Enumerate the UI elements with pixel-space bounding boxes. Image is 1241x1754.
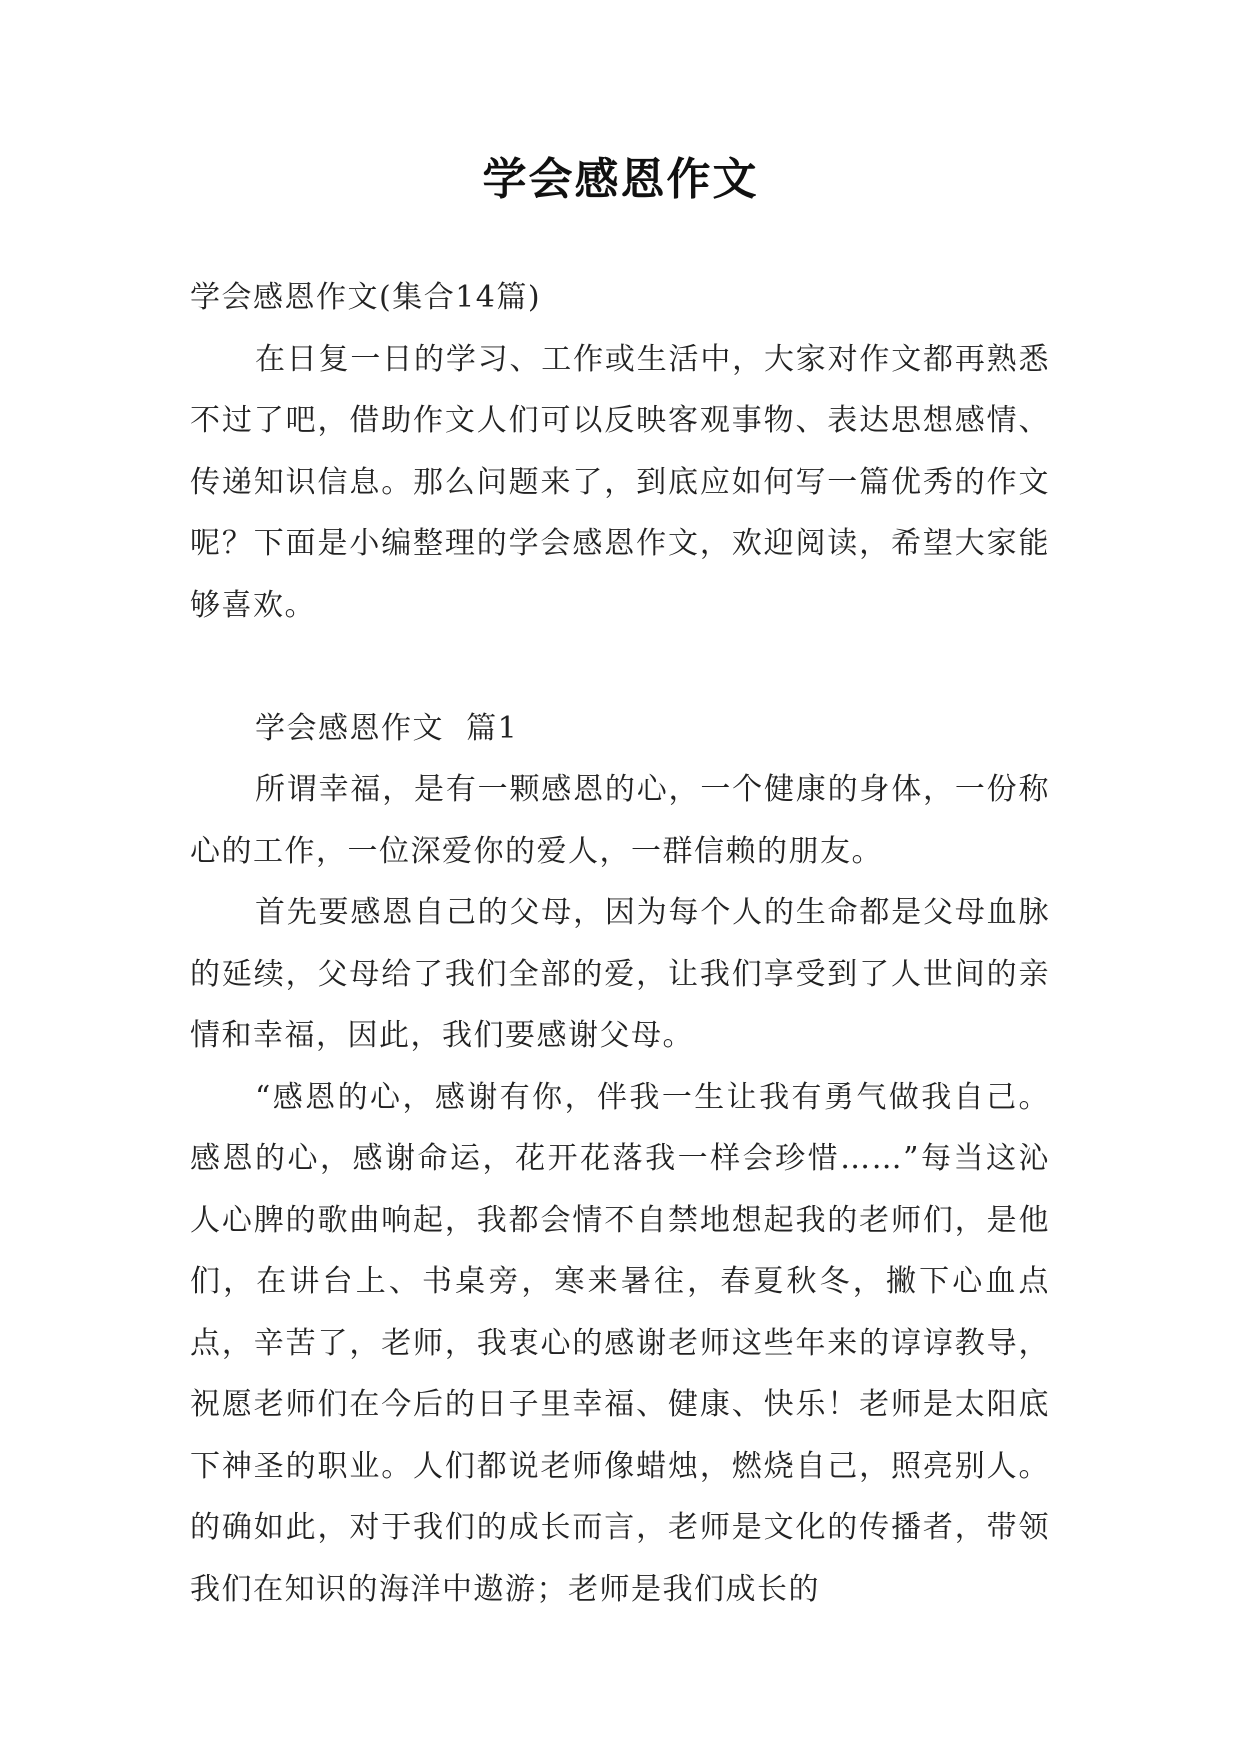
section-spacer bbox=[190, 636, 1050, 698]
section-heading: 学会感恩作文 篇1 bbox=[255, 710, 519, 746]
body-paragraph: 首先要感恩自己的父母，因为每个人的生命都是父母血脉的延续，父母给了我们全部的爱，让我们享受到了人世间的亲情和幸福，因此，我们要感谢父母。 bbox=[190, 895, 1050, 1053]
intro-paragraph: 在日复一日的学习、工作或生活中，大家对作文都再熟悉不过了吧，借助作文人们可以反映客观事物、表达思想感情、传递知识信息。那么问题来了，到底应如何写一篇优秀的作文呢？下面是小编整理的学会感恩作文，欢迎阅读，希望大家能够喜欢。 bbox=[190, 341, 1050, 623]
document-body bbox=[190, 267, 1050, 1620]
body-paragraph: 所谓幸福，是有一颗感恩的心，一个健康的身体，一份称心的工作，一位深爱你的爱人，一群信赖的朋友。 bbox=[190, 772, 1050, 869]
document-title: 学会感恩作文 bbox=[482, 154, 759, 205]
document-subtitle: 学会感恩作文(集合14篇) bbox=[190, 280, 542, 315]
body-paragraph: “感恩的心，感谢有你，伴我一生让我有勇气做我自己。感恩的心，感谢命运，花开花落我一样会珍惜……”每当这沁人心脾的歌曲响起，我都会情不自禁地想起我的老师们，是他们，在讲台上、书桌旁，寒来暑往，春夏秋冬，撇下心血点点，辛苦了，老师，我衷心的感谢老师这些年来的谆谆教导，祝愿老师们在今后的日子里幸福、健康、快乐！老师是太阳底下神圣的职业。人们都说老师像蜡烛，燃烧自己，照亮别人。的确如此，对于我们的成长而言，老师是文化的传播者，带领我们在知识的海洋中遨游；老师是我们成长的 bbox=[190, 1079, 1050, 1607]
